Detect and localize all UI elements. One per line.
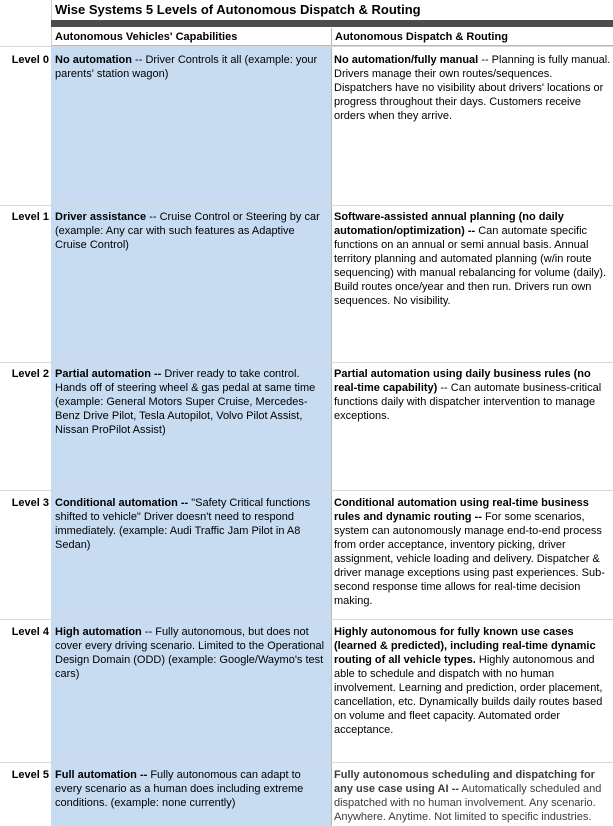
vehicle-title: Partial automation -- [55,368,162,380]
dispatch-cell-level-0[interactable] [334,53,613,123]
dispatch-title: Software-assisted annual planning (no daily automation/optimization) -- [334,211,564,237]
vehicle-description: "Safety Critical functions shifted to vehicle" Driver doesn't need to respond immediately. (example: Audi Traffic Jam Pilot in A8 Sedan) [55,497,311,551]
row-header-gutter [0,0,52,826]
row-label-level-0: Level 0 [11,54,49,66]
dispatch-description: Can automate specific functions on an annual or semi annual basis. Annual territory planning and automated planning (w/in route sequencing) with manual rebalancing for volume (daily). Build routes once/year and then run. Drivers run own sequences. No visibility. [334,225,607,307]
dispatch-title: Highly autonomous for fully known use cases (learned & predicted), including real-time dynamic routing of all vehicle types. [334,626,596,666]
vehicle-title: High automation [55,626,142,638]
dispatch-column-header[interactable]: Autonomous Dispatch & Routing [331,28,613,46]
vehicle-cell-level-0[interactable] [55,53,329,81]
dispatch-title: Partial automation using daily business rules (no real-time capability) [334,368,591,394]
dispatch-cell-level-4[interactable] [334,625,613,737]
vehicle-title: No automation [55,54,132,66]
vehicle-cell-level-3[interactable] [55,496,329,552]
vehicle-cell-level-4[interactable] [55,625,329,681]
row-label-level-2: Level 2 [11,368,49,380]
vehicle-cell-level-2[interactable] [55,367,329,437]
dispatch-title: No automation/fully manual [334,54,479,66]
dispatch-description: For some scenarios, system can autonomously manage end-to-end process from order acceptance, inventory picking, driver assignment, vehicle loading and delivery. Dispatcher & driver manage exceptions using past experiences. Sub-second response time allows for real-time decision making. [334,511,605,607]
dispatch-cell-level-1[interactable] [334,210,613,308]
row-separator [0,362,613,363]
vehicle-cell-level-1[interactable] [55,210,329,252]
vehicle-description: -- Fully autonomous, but does not cover every driving scenario. Limited to the Operational Design Domain (ODD) (example: Google/Waymo's test cars) [55,626,325,680]
row-separator [0,205,613,206]
vehicle-description: -- Driver Controls it all (example: your parents' station wagon) [55,54,318,80]
row-label-level-4: Level 4 [11,626,49,638]
dispatch-cell-level-2[interactable] [334,367,613,423]
vehicles-column-header[interactable]: Autonomous Vehicles' Capabilities [51,28,331,46]
dispatch-cell-level-3[interactable] [334,496,613,608]
row-separator [0,46,613,47]
vehicle-title: Full automation -- [55,769,148,781]
column-divider [331,28,332,826]
dispatch-title: Conditional automation using real-time business rules and dynamic routing -- [334,497,589,523]
row-label-level-5: Level 5 [11,769,49,781]
vehicle-title: Conditional automation -- [55,497,189,509]
dispatch-description: -- Planning is fully manual. Drivers manage their own routes/sequences. Dispatchers have no visibility about drivers' locations or progress throughout their days. Customers receive orders when they arrive. [334,54,611,122]
dispatch-cell-level-5[interactable] [334,768,613,824]
vehicle-title: Driver assistance [55,211,147,223]
row-label-level-1: Level 1 [11,211,49,223]
dispatch-description: Highly autonomous and able to schedule and dispatch with no human involvement. Learning and prediction, order placement, cancellation, etc. Dynamically builds daily routes based on volume and fleet capacity. Automated order acceptance. [334,654,603,736]
row-separator [0,619,613,620]
vehicle-cell-level-5[interactable] [55,768,329,810]
vehicle-description: Driver ready to take control. Hands off of steering wheel & gas pedal at same time (example: General Motors Super Cruise, Mercedes-Benz Drive Pilot, Tesla Autopilot, Volvo Pilot Assist, Nissan ProPilot Assist) [55,368,316,436]
dispatch-description: Automatically scheduled and dispatched with no human involvement. Any scenario. Anywhere. Anytime. Not limited to specific industries. [334,783,602,823]
vehicle-description: Fully autonomous can adapt to every scenario as a human does including extreme conditions. (example: none currently) [55,769,304,809]
title-divider [51,20,613,27]
vehicle-description: -- Cruise Control or Steering by car (example: Any car with such features as Adaptive Cruise Control) [55,211,320,251]
sheet-title: Wise Systems 5 Levels of Autonomous Dispatch & Routing [55,2,421,17]
row-separator [0,490,613,491]
row-label-level-3: Level 3 [11,497,49,509]
row-separator [0,762,613,763]
dispatch-description: -- Can automate business-critical functions daily with dispatcher intervention to manage exceptions. [334,382,602,422]
dispatch-title: Fully autonomous scheduling and dispatching for any use case using AI -- [334,769,595,795]
